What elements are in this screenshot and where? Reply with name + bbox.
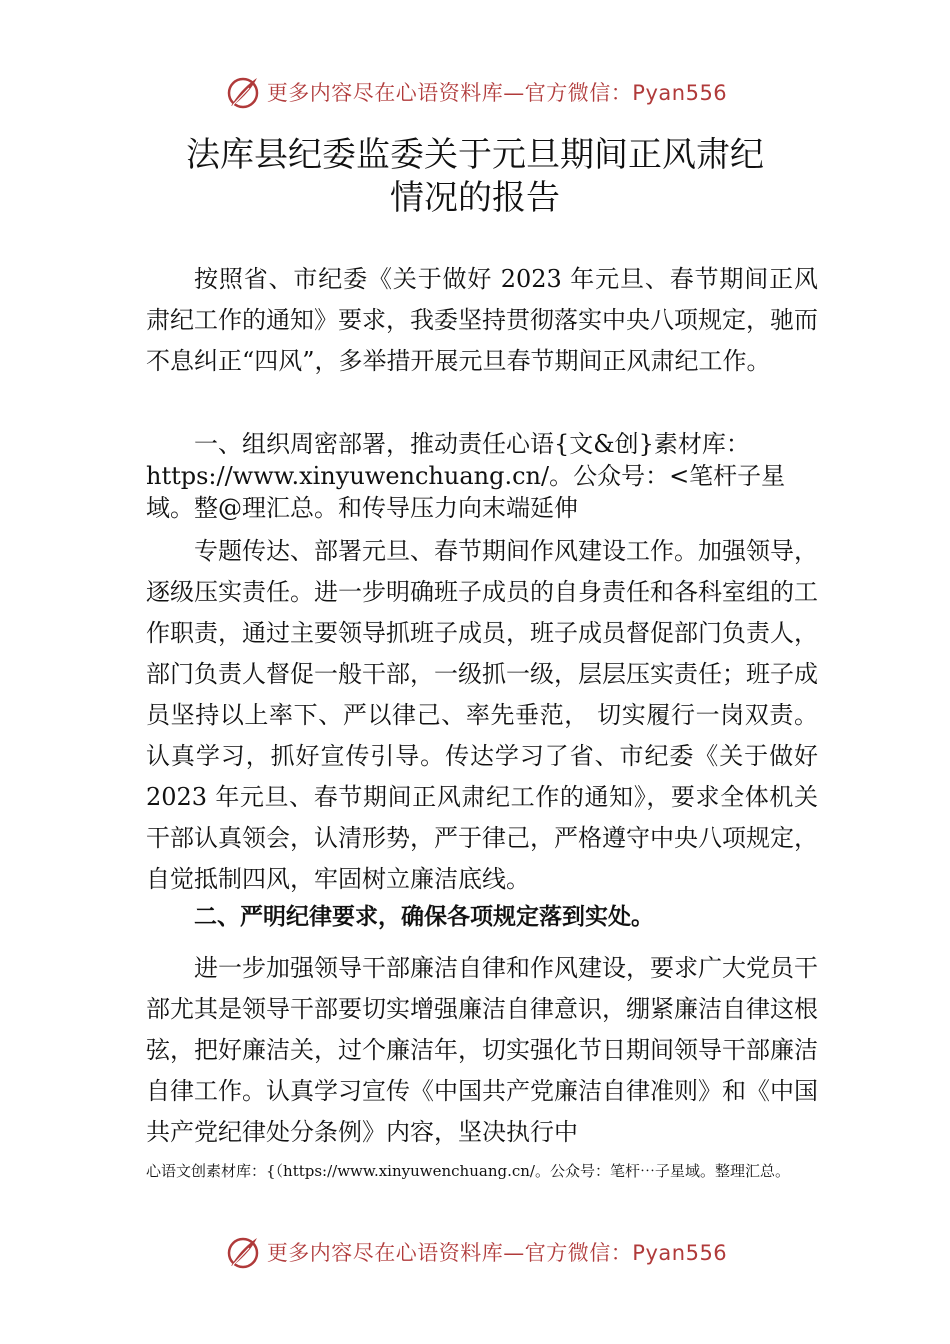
page-title-line-2: 情况的报告	[390, 178, 560, 218]
section-2-heading-block	[146, 897, 818, 938]
header-banner-text: 更多内容尽在心语资料库—官方微信：Pyan556	[266, 81, 728, 105]
section-1-heading-line-1: 一、组织周密部署，推动责任心语{文&创}素材库：	[194, 430, 750, 458]
feather-pen-logo-icon	[223, 1232, 263, 1272]
footer-banner	[0, 1232, 950, 1272]
paragraph-intro: 按照省、市纪委《关于做好 2023 年元旦、春节期间正风肃纪工作的通知》要求，我委坚持贯彻落实中央八项规定，驰而不息纠正“四风”，多举措开展元旦春节期间正风肃纪工作。	[146, 265, 818, 375]
header-banner	[0, 72, 950, 112]
section-1-heading-line-3: 域。整@理汇总。和传导压力向末端延伸	[146, 494, 578, 522]
report-body-section-2	[146, 948, 818, 1153]
footer-banner-text: 更多内容尽在心语资料库—官方微信：Pyan556	[266, 1241, 728, 1265]
section-1-heading-block	[146, 428, 818, 524]
footnote: 心语文创素材库：{（https://www.xinyuwenchuang.cn/。公众号：笔杆⋯子星域。整理汇总。	[146, 1162, 790, 1180]
section-2-heading: 二、严明纪律要求，确保各项规定落到实处。	[194, 904, 654, 930]
report-body-section-1	[146, 531, 818, 900]
section-1-heading-line-2: https://www.xinyuwenchuang.cn/。公众号：<笔杆子星	[146, 462, 786, 490]
paragraph-section-2: 进一步加强领导干部廉洁自律和作风建设，要求广大党员干部尤其是领导干部要切实增强廉洁自律意识，绷紧廉洁自律这根弦，把好廉洁关，过个廉洁年，切实强化节日期间领导干部廉洁自律工作。认真学习宣传《中国共产党廉洁自律准则》和《中国共产党纪律处分条例》内容，坚决执行中	[146, 954, 818, 1146]
paragraph-section-1: 专题传达、部署元旦、春节期间作风建设工作。加强领导，逐级压实责任。进一步明确班子成员的自身责任和各科室组的工作职责，通过主要领导抓班子成员，班子成员督促部门负责人，部门负责人督促一般干部，一级抓一级，层层压实责任；班子成员坚持以上率下、严以律己、率先垂范， 切实履行一岗双责。认真学习，抓好宣传引导。传达学习了省、市纪委《关于做好 2023 年元旦、春节期间正风肃纪工作的通知》，要求全体机关干部认真领会，认清形势，严于律己，严格遵守中央八项规定，自觉抵制四风，牢固树立廉洁底线。	[146, 537, 818, 893]
page-title-line-1: 法库县纪委监委关于元旦期间正风肃纪	[186, 135, 764, 175]
report-body-intro	[146, 259, 818, 382]
feather-pen-logo-icon	[223, 72, 263, 112]
